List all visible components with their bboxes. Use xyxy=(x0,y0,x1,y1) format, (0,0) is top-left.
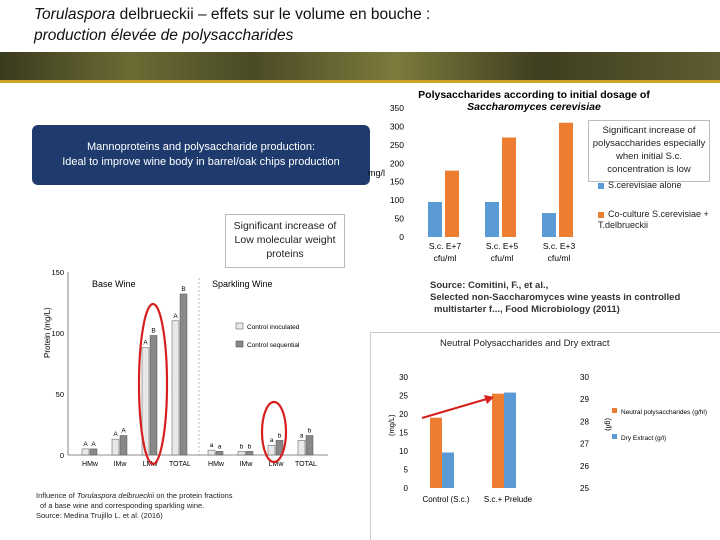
poly-chart-title-line1: Polysaccharides according to initial dosage of xyxy=(418,89,650,101)
caption-pre: Influence of xyxy=(36,491,77,500)
neutral-y-tick: 25 xyxy=(399,391,408,401)
source-line: Selected non-Saccharomyces wine yeasts in controlled xyxy=(430,292,681,303)
protein-bar xyxy=(298,440,305,455)
poly-legend-item xyxy=(598,180,682,190)
poly-x-tick: S.c. E+7 xyxy=(428,241,462,251)
caption-line xyxy=(36,491,233,501)
protein-x-tick: IMw xyxy=(239,461,253,468)
poly-y-tick: 200 xyxy=(389,158,404,169)
protein-bar xyxy=(268,445,275,455)
significance-letter: a xyxy=(299,432,304,440)
header-banner-image xyxy=(0,52,720,80)
neutral-y-tick: 10 xyxy=(399,447,408,456)
legend-swatch xyxy=(598,212,604,218)
source-line: Source: Comitini, F., et al., xyxy=(430,280,549,291)
mannoproteins-box xyxy=(32,125,370,185)
neutral-x-ticks xyxy=(422,495,532,504)
significance-letter: A xyxy=(143,339,148,347)
protein-y-tick: 0 xyxy=(59,451,64,460)
neutral-legend xyxy=(612,408,707,442)
mannoproteins-line2: Ideal to improve wine body in barrel/oak chips production xyxy=(62,156,340,168)
legend-label: Co-culture S.cerevisiae + T.delbrueckii xyxy=(598,209,709,230)
neutral-bars xyxy=(430,393,516,488)
poly-y-tick: 0 xyxy=(399,232,404,242)
significance-letter: a xyxy=(209,442,214,450)
protein-y-ticks xyxy=(51,268,64,460)
neutral-bar xyxy=(430,418,442,488)
protein-bar xyxy=(120,435,127,455)
protein-bar xyxy=(208,450,215,455)
slide-subtitle: production élevée de polysaccharides xyxy=(34,27,294,44)
protein-x-tick: HMw xyxy=(82,461,98,468)
legend-inoculated: Control inoculated xyxy=(247,324,300,331)
protein-x-tick: TOTAL xyxy=(295,461,317,468)
protein-bar xyxy=(306,435,313,455)
neutral-y2-tick: 29 xyxy=(580,395,589,405)
legend-swatch-inoculated xyxy=(236,323,243,329)
header-divider xyxy=(0,80,720,83)
significance-letter: b xyxy=(247,443,252,451)
dry-extract-bar xyxy=(504,393,516,488)
protein-chart-ylabel: Protein (mg/L) xyxy=(43,307,52,358)
significance-letter: A xyxy=(91,440,96,448)
poly-y-tick: 350 xyxy=(389,103,404,113)
protein-y-tick: 50 xyxy=(55,390,64,399)
significance-letter: B xyxy=(151,327,156,335)
neutral-y-tick: 5 xyxy=(403,465,408,475)
protein-bar xyxy=(150,335,157,455)
low-mw-callout: Significant increase of Low molecular weight proteins xyxy=(225,214,345,268)
caption-line: of a base wine and corresponding sparkling wine. xyxy=(40,501,205,510)
poly-bars xyxy=(428,123,573,237)
title-species: Torulaspora xyxy=(34,6,116,23)
comitini-source xyxy=(430,280,680,316)
poly-x-tick: cfu/ml xyxy=(490,253,514,263)
significance-letter: a xyxy=(269,437,274,445)
protein-bar xyxy=(112,439,119,455)
neutral-y2-tick: 25 xyxy=(580,484,589,493)
legend-label: S.cerevisiae alone xyxy=(608,180,682,190)
mannoproteins-line1: Mannoproteins and polysaccharide production: xyxy=(86,141,316,153)
neutral-y2-tick: 27 xyxy=(580,439,589,449)
neutral-chart-title: Neutral Polysaccharides and Dry extract xyxy=(440,338,610,349)
poly-x-tick: cfu/ml xyxy=(433,253,457,263)
neutral-y2-tick: 30 xyxy=(580,373,589,382)
protein-legend xyxy=(236,323,300,349)
significance-letter: b xyxy=(307,427,312,435)
significance-letter: B xyxy=(181,285,186,293)
poly-y-axis xyxy=(390,103,404,242)
poly-x-tick: S.c. E+3 xyxy=(542,241,576,251)
protein-bar xyxy=(238,451,245,455)
protein-bar xyxy=(82,449,89,455)
protein-x-tick: TOTAL xyxy=(169,461,191,468)
protein-bar xyxy=(172,321,179,455)
protein-x-tick: IMw xyxy=(113,461,127,468)
protein-bar xyxy=(90,449,97,455)
legend-sequential: Control sequential xyxy=(247,342,300,349)
neutral-y2-tick: 26 xyxy=(580,461,589,471)
poly-y-tick: 100 xyxy=(389,195,404,206)
neutral-y-tick: 0 xyxy=(403,484,408,493)
poly-bar xyxy=(428,202,442,237)
caption-species: Torulaspora delbrueckii xyxy=(76,491,155,500)
poly-bar xyxy=(559,123,573,237)
poly-x-axis xyxy=(429,241,576,263)
neutral-x-tick: Control (S.c.) xyxy=(422,495,470,504)
significance-letter: A xyxy=(83,440,88,448)
protein-y-tick: 150 xyxy=(51,268,64,277)
poly-x-tick: cfu/ml xyxy=(547,253,571,263)
poly-y-tick: 300 xyxy=(389,121,404,132)
significance-letter: b xyxy=(277,432,282,440)
neutral-x-tick: S.c.+ Prelude xyxy=(483,495,533,504)
significance-letter: a xyxy=(217,443,222,451)
protein-chart xyxy=(36,262,330,472)
neutral-y-tick: 15 xyxy=(399,428,408,438)
poly-chart-title-line2: Saccharomyces cerevisiae xyxy=(467,101,601,113)
neutral-y2-tick: 28 xyxy=(580,417,589,427)
protein-x-ticks xyxy=(82,461,317,468)
legend-swatch xyxy=(598,183,604,189)
neutral-bar xyxy=(492,394,504,488)
legend-swatch-sequential xyxy=(236,341,243,347)
protein-x-tick: LMw xyxy=(142,461,158,468)
poly-y-tick: 150 xyxy=(389,176,404,187)
legend-label: Dry Extract (g/l) xyxy=(621,435,667,442)
poly-chart-ylabel: mg/l xyxy=(368,168,386,178)
poly-bar xyxy=(542,213,556,237)
significance-letter: A xyxy=(121,427,126,435)
title-rest: delbrueckii – effets sur le volume en bouche : xyxy=(115,6,431,23)
legend-swatch xyxy=(612,434,617,439)
protein-bar xyxy=(180,294,187,455)
protein-bar xyxy=(246,451,253,455)
medina-caption xyxy=(36,491,233,521)
protein-bars xyxy=(82,286,313,455)
neutral-y2label: (g/l) xyxy=(604,418,613,431)
caption-post: on the protein fractions xyxy=(154,491,233,500)
poly-bar xyxy=(445,171,459,237)
poly-y-tick: 50 xyxy=(394,213,404,224)
protein-x-tick: HMw xyxy=(208,461,224,468)
poly-bar xyxy=(502,137,516,237)
protein-x-tick: LMw xyxy=(268,461,284,468)
significance-letter: A xyxy=(173,312,178,320)
significance-letter: b xyxy=(239,443,244,451)
neutral-y-tick: 30 xyxy=(399,373,408,382)
caption-line: Source: Medina Trujillo L. et al. (2016) xyxy=(36,511,163,520)
protein-bar xyxy=(216,451,223,455)
legend-label: Neutral polysaccharides (g/hl) xyxy=(621,409,707,416)
neutral-y-ticks xyxy=(399,373,408,493)
source-line: multistarter f..., Food Microbiology (2011) xyxy=(434,304,620,315)
neutral-chart xyxy=(370,360,720,540)
poly-increase-callout: Significant increase of polysaccharides especially when initial S.c. concentration is low xyxy=(588,120,710,182)
poly-legend-item xyxy=(598,209,718,231)
protein-group-sparkling: Sparkling Wine xyxy=(212,279,273,289)
dry-extract-bar xyxy=(442,452,454,488)
neutral-ylabel: (mg/L) xyxy=(387,414,396,436)
significance-letter: A xyxy=(113,431,118,439)
neutral-y2-ticks xyxy=(580,373,589,493)
protein-y-tick: 100 xyxy=(51,329,64,338)
neutral-y-tick: 20 xyxy=(399,410,408,419)
protein-group-base: Base Wine xyxy=(92,279,136,289)
poly-x-tick: S.c. E+5 xyxy=(485,241,519,251)
trend-arrow-line xyxy=(422,398,490,418)
poly-y-tick: 250 xyxy=(389,139,404,150)
slide-title xyxy=(34,6,430,24)
legend-swatch xyxy=(612,408,617,413)
poly-bar xyxy=(485,202,499,237)
